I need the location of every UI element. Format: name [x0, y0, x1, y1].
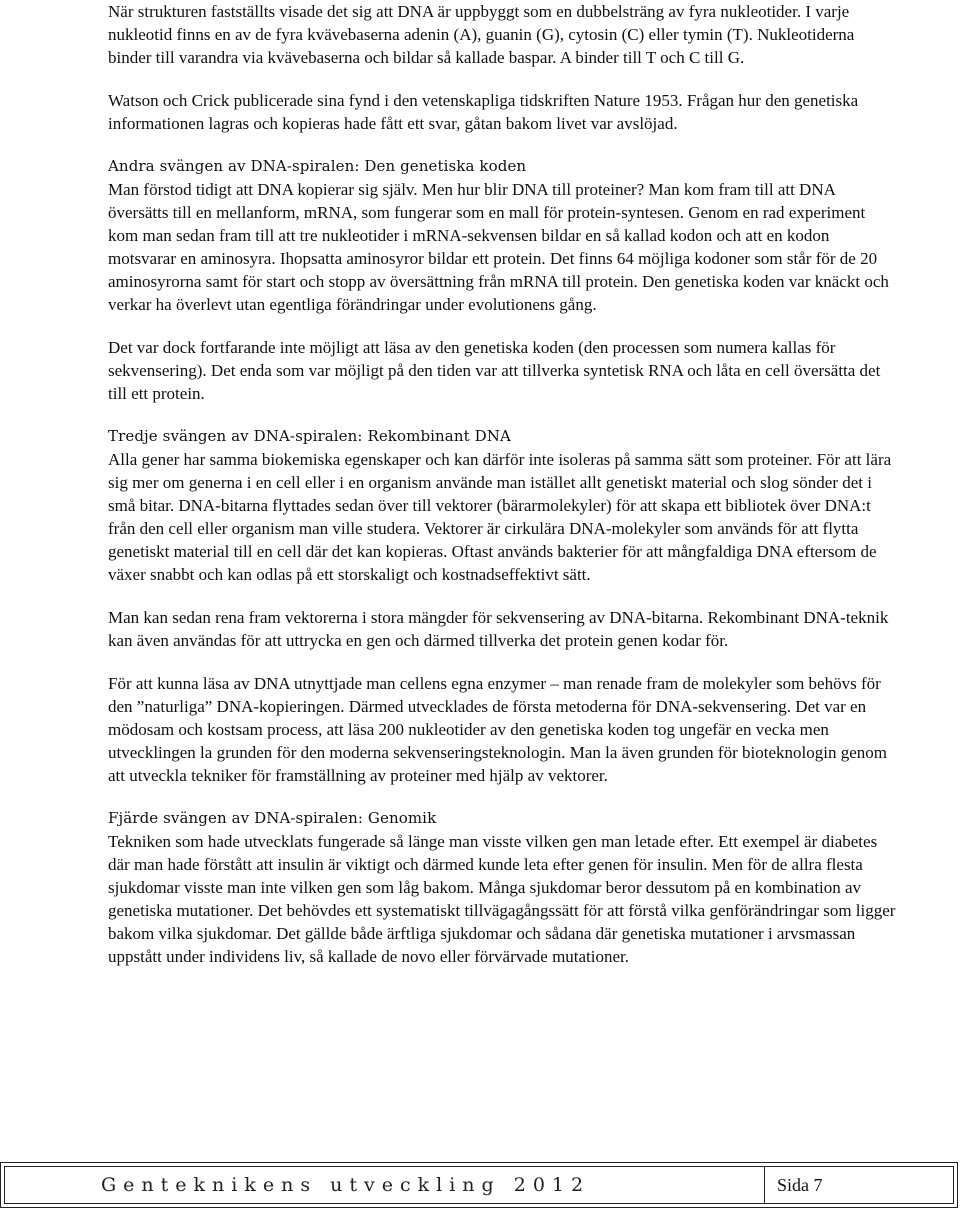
paragraph: Alla gener har samma biokemiska egenskaper och kan därför inte isoleras på samma sätt som proteiner. För att lära sig mer om generna i en cell eller i en organism använde man istället allt genetiskt material och slog sönder det i små bitar. DNA-bitarna flyttades sedan över till vektorer (bärarmolekyler) för att skapa ett bibliotek över DNA:t från den cell eller organism man ville studera. Vektorer är cirkulära DNA-molekyler som används för att flytta genetiskt material till en cell där det kan kopieras. Oftast används bakterier för att mångfaldiga DNA eftersom de växer snabbt och kan odlas på ett storskaligt och kostnadseffektivt sätt. [108, 450, 892, 584]
section-heading: Andra svängen av DNA-spiralen: Den genetiska koden [108, 157, 527, 175]
paragraph: När strukturen fastställts visade det sig att DNA är uppbyggt som en dubbelsträng av fyra nukleotider. I varje nukleotid finns en av de fyra kvävebaserna adenin (A), guanin (G), cytosin (C) eller tymin (T). Nukleotiderna binder till varandra via kvävebaserna och bildar så kallade baspar. A binder till T och C till G. [108, 2, 855, 67]
paragraph: Tekniken som hade utvecklats fungerade så länge man visste vilken gen man letade efter. Ett exempel är diabetes där man hade förstått att insulin är viktigt och därmed kunde leta efter genen för insulin. Men för de allra flesta sjukdomar visste man inte vilken gen som låg bakom. Många sjukdomar beror dessutom på en kombination av genetiska mutationer. Det behövdes ett systematiskt tillvägagångssätt för att förstå vilka genförändringar som ligger bakom vilka sjukdomar. Det gällde både ärftliga sjukdomar och sådana där genetiska mutationer i arvsmassan uppstått under individens liv, så kallade de novo eller förvärvade mutationer. [108, 832, 896, 966]
paragraph: Watson och Crick publicerade sina fynd i den vetenskapliga tidskriften Nature 1953. Frågan hur den genetiska informationen lagras och kopieras hade fått ett svar, gåtan bakom livet var avslöjad. [108, 91, 859, 133]
section-heading: Fjärde svängen av DNA-spiralen: Genomik [108, 809, 437, 827]
paragraph: Det var dock fortfarande inte möjligt att läsa av den genetiska koden (den processen som numera kallas för sekvensering). Det enda som var möjligt på den tiden var att tillverka syntetisk RNA och låta en cell översätta det till ett protein. [108, 338, 881, 403]
document-body [108, 0, 898, 991]
paragraph: Man förstod tidigt att DNA kopierar sig själv. Men hur blir DNA till proteiner? Man kom fram till att DNA översätts till en mellanform, mRNA, som fungerar som en mall för protein-syntesen. Genom en rad experiment kom man sedan fram till att tre nukleotider i mRNA-sekvensen bildar en så kallad kodon och att en kodon motsvarar en aminosyra. Ihopsatta aminosyror bildar ett protein. Det finns 64 möjliga kodoner som står för de 20 aminosyrorna samt för start och stopp av översättning från mRNA till protein. Den genetiska koden var knäckt och verkar ha överlevt utan egentliga förändringar under evolutionens gång. [108, 180, 889, 314]
footer-title: Genteknikens utveckling 2012 [101, 1174, 591, 1196]
page-number: Sida 7 [764, 1167, 953, 1203]
section-heading: Tredje svängen av DNA-spiralen: Rekombinant DNA [108, 427, 511, 445]
paragraph: Man kan sedan rena fram vektorerna i stora mängder för sekvensering av DNA-bitarna. Rekombinant DNA-teknik kan även användas för att uttrycka en gen och därmed tillverka det protein genen kodar för. [108, 608, 889, 650]
page-footer [0, 1162, 958, 1208]
paragraph: För att kunna läsa av DNA utnyttjade man cellens egna enzymer – man renade fram de molekyler som behövs för den ”naturliga” DNA-kopieringen. Därmed utvecklades de första metoderna för DNA-sekvensering. Det var en mödosam och kostsam process, att läsa 200 nukleotider av den genetiska koden tog ungefär en vecka men utvecklingen la grunden för den moderna sekvenseringsteknologin. Man la även grunden för bioteknologin genom att utveckla tekniker för framställning av proteiner med hjälp av vektorer. [108, 674, 887, 785]
